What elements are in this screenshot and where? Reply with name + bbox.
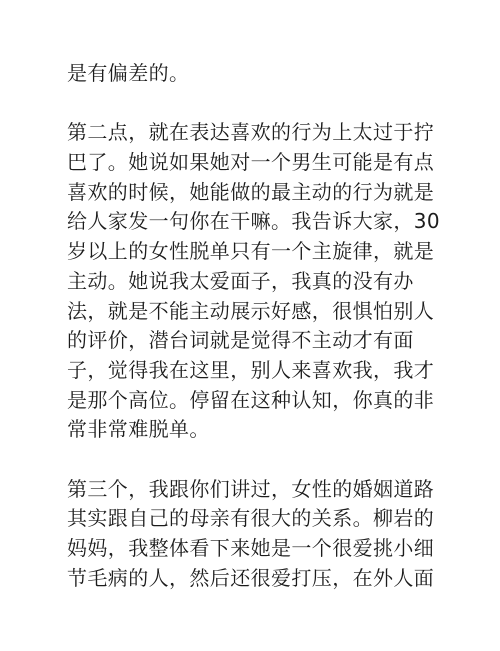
text-line: 主动。她说我太爱面子，我真的没有办 xyxy=(67,268,414,293)
text-line: 法，就是不能主动展示好感，很惧怕别人 xyxy=(67,298,435,323)
text-line: 喜欢的时候，她能做的最主动的行为就是 xyxy=(67,179,435,204)
text-line: 的评价，潜台词就是觉得不主动才有面 xyxy=(67,328,414,353)
text-line: 子，觉得我在这里，别人来喜欢我，我才 xyxy=(67,357,435,382)
text-line: 是有偏差的。 xyxy=(67,61,190,85)
article-text xyxy=(67,59,441,593)
text-line: 岁以上的女性脱单只有一个主旋律，就是 xyxy=(67,239,435,264)
text-line: 是那个高位。停留在这种认知，你真的非 xyxy=(67,387,435,412)
text-line: 节毛病的人，然后还很爱打压，在外人面 xyxy=(67,565,435,590)
text-line: 巴了。她说如果她对一个男生可能是有点 xyxy=(67,150,435,175)
text-line: 妈妈，我整体看下来她是一个很爱挑小细 xyxy=(67,536,435,560)
paragraph-gap xyxy=(67,445,433,475)
paragraph-2 xyxy=(67,118,441,445)
text-line: 其实跟自己的母亲有很大的关系。柳岩的 xyxy=(67,506,435,531)
paragraph-gap xyxy=(67,89,433,119)
text-line: 第三个，我跟你们讲过，女性的婚姻道路 xyxy=(67,476,435,501)
text-line: 常非常难脱单。 xyxy=(67,417,210,442)
paragraph-3 xyxy=(67,475,433,594)
paragraph-1 xyxy=(67,59,433,89)
text-line: 第二点，就在表达喜欢的行为上太过于拧 xyxy=(67,120,435,145)
text-line: 给人家发一句你在干嘛。我告诉大家，30 xyxy=(67,209,441,234)
